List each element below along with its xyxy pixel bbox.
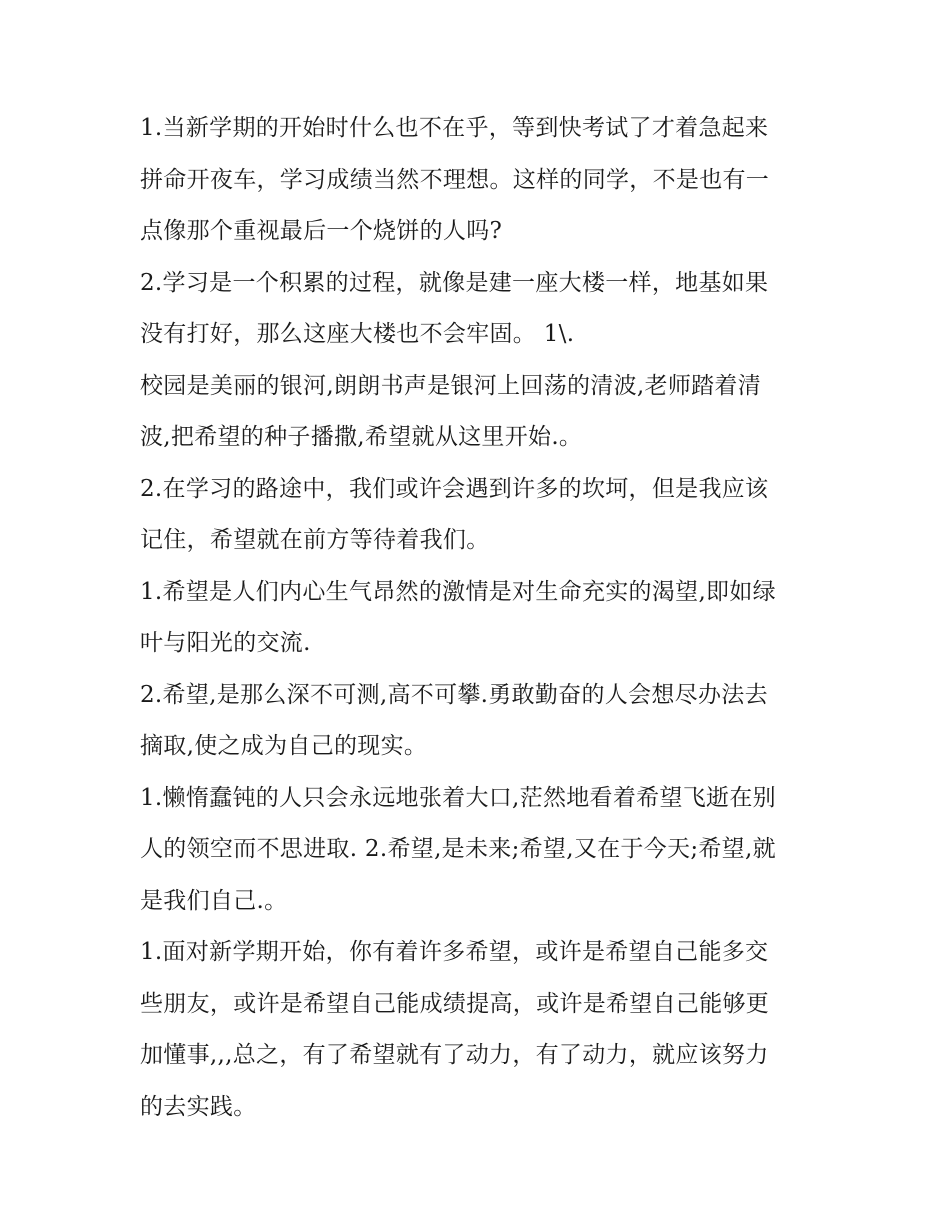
text-line: 是我们自己.。 [140,887,288,914]
document-body [140,103,820,1133]
text-line: 2.在学习的路途中，我们或许会遇到许多的坎坷，但是我应该 [140,475,769,502]
text-line: 1.面对新学期开始，你有着许多希望，或许是希望自己能多交 [140,939,769,965]
text-line: 2.学习是一个积累的过程，就像是建一座大楼一样，地基如果 [140,269,769,296]
text-line: 没有打好，那么这座大楼也不会牢固。 1\. [140,321,575,347]
text-line: 1.希望是人们内心生气昂然的激情是对生命充实的渴望,即如绿 [140,578,776,605]
text-line: 叶与阳光的交流. [140,630,311,656]
text-line: 2.希望,是那么深不可测,高不可攀.勇敢勤奋的人会想尽办法去 [140,681,768,708]
text-line: 摘取,使之成为自己的现实。 [140,733,428,759]
text-line: 1.懒惰蠢钝的人只会永远地张着大口,茫然地看着希望飞逝在别 [140,784,776,811]
text-line: 记住，希望就在前方等待着我们。 [140,527,490,553]
text-line: 人的领空而不思进取. 2.希望,是未来;希望,又在于今天;希望,就 [140,836,776,862]
text-line: 点像那个重视最后一个烧饼的人吗? [140,218,503,244]
text-line: 1.当新学期的开始时什么也不在乎，等到快考试了才着急起来 [140,115,769,141]
text-line: 波,把希望的种子播撒,希望就从这里开始.。 [140,424,583,450]
text-line: 加懂事,,,总之，有了希望就有了动力，有了动力，就应该努力 [140,1042,769,1068]
text-line: 些朋友，或许是希望自己能成绩提高，或许是希望自己能够更 [140,990,770,1017]
text-line: 校园是美丽的银河,朗朗书声是银河上回荡的清波,老师踏着清 [140,372,762,399]
text-line: 拼命开夜车，学习成绩当然不理想。这样的同学，不是也有一 [140,166,770,193]
text-line: 的去实践。 [140,1093,257,1120]
